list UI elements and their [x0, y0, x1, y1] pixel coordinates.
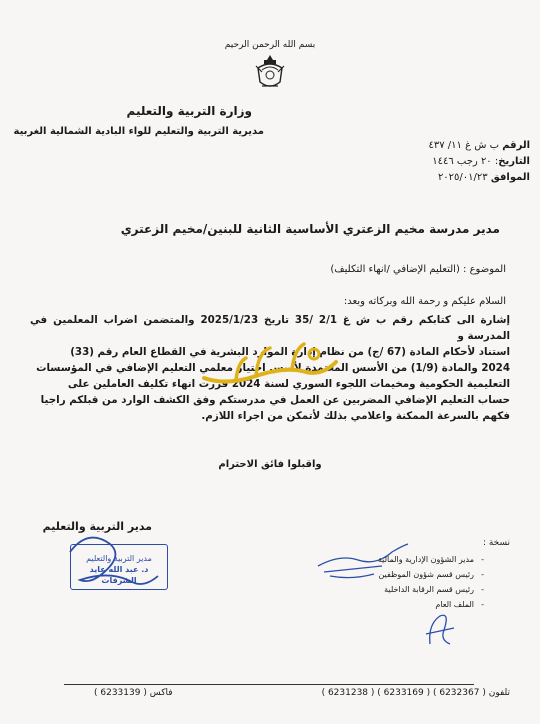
footer-divider — [64, 684, 474, 685]
phone-label: تلفون — [488, 688, 510, 698]
subject-line: الموضوع : (التعليم الإضافي /انهاء التكليف) — [330, 264, 506, 275]
closing-phrase: واقبلوا فائق الاحترام — [218, 459, 322, 470]
reference-value: ب ش غ ١١/ ٤٣٧ — [428, 140, 500, 151]
phone-numbers — [322, 688, 510, 698]
ammon-watermark-icon — [196, 326, 346, 396]
jordan-emblem-icon — [252, 52, 288, 92]
addressee: مدير مدرسة مخيم الزعتري الأساسية الثانية للبنين/مخيم الزعتري — [120, 222, 500, 236]
copies-label: نسخة : — [482, 538, 510, 548]
date-label: التاريخ — [498, 156, 530, 167]
phone-values: ( 6232367 ) ( 6233169 ) ( 6231238 ) — [321, 688, 486, 698]
body-line: إشارة الى كتابكم رقم ب ش غ 2/1 /35 تاريخ 2025/1/23 والمتضمن اضراب المعلمين في المدرسة و — [30, 314, 510, 342]
copy-initials-icon — [420, 604, 460, 652]
fax-number — [94, 688, 173, 698]
directorate-name: مديرية التربية والتعليم للواء البادية الشمالية الغربية — [13, 126, 264, 137]
greeting: السلام عليكم و رحمة الله وبركاته وبعد: — [343, 296, 506, 307]
copies-list — [378, 552, 484, 612]
date-value: ٢٠ رجب ١٤٤٦ — [432, 156, 492, 167]
body-line: حساب التعليم الإضافي المضربين عن العمل في مدرستكم وفق الكشف الوارد من قبلكم راجيا — [40, 394, 510, 406]
fax-label: فاكس — [149, 688, 173, 698]
signer-title: مدير التربية والتعليم — [42, 520, 152, 533]
list-item: رئيس قسم شؤون الموظفين - — [378, 567, 484, 582]
list-item: رئيس قسم الرقابة الداخلية - — [378, 582, 484, 597]
list-item: مدير الشؤون الإدارية والمالية - — [378, 552, 484, 567]
fax-value: ( 6233139 ) — [94, 688, 147, 698]
ministry-name: وزارة التربية والتعليم — [126, 104, 252, 118]
stamp-line: د. عبد الله عايد الشرفات — [89, 565, 149, 585]
body-line: التعليمية الحكومية ومخيمات اللجوء السوري لسنة 2024 قررت انهاء تكليف العاملين على — [67, 378, 510, 390]
corresponding-label: الموافق — [490, 172, 530, 183]
body-line: 2024 والمادة (1/9) من الأسس المعتمدة لأسس اختيار معلمي التعليم الإضافي في المؤسسات — [36, 362, 510, 374]
stamp-line: مدير التربية والتعليم — [86, 554, 152, 563]
hijri-date: التاريخ: ٢٠ رجب ١٤٤٦ — [432, 156, 530, 167]
bismillah: بسم الله الرحمن الرحيم — [224, 40, 316, 50]
body-line: فكهم بالسرعة الممكنة واعلامي بذلك لأتمكن من اجراء اللازم. — [201, 410, 510, 422]
list-item: الملف العام - — [378, 597, 484, 612]
reference-label: الرقم — [502, 140, 530, 151]
corresponding-value: ٢٠٢٥/٠١/٢٣ — [437, 172, 488, 183]
gregorian-date — [438, 172, 530, 183]
signature-icon — [40, 522, 180, 598]
reference-number — [428, 140, 530, 151]
body-line: استناد لأحكام المادة (67 /ج) من نظام إدارة الموارد البشرية في القطاع العام رقم (33) — [70, 346, 510, 358]
